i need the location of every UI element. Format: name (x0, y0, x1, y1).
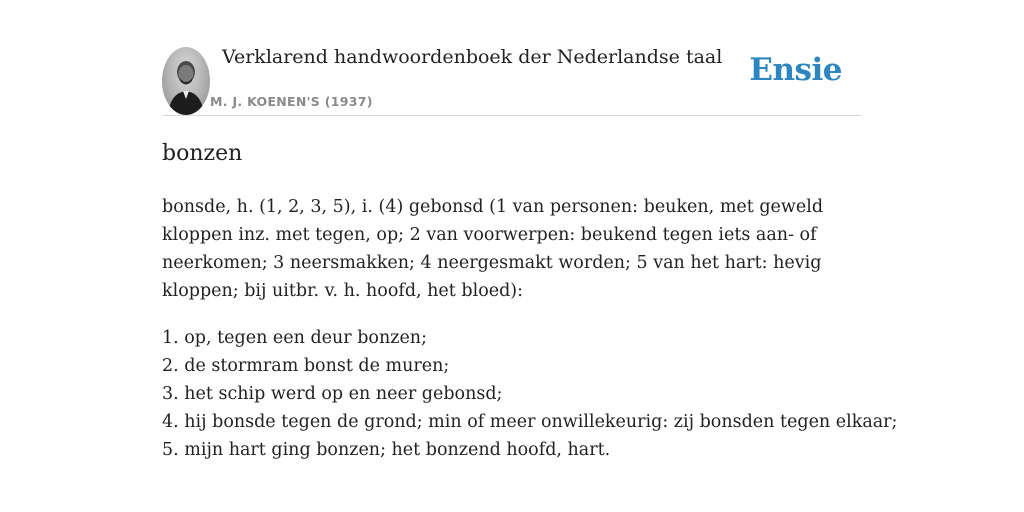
example-item: 3. het schip werd op en neer gebonsd; (162, 384, 503, 404)
entry-headword: bonzen (162, 141, 243, 166)
example-item: 2. de stormram bonst de muren; (162, 356, 450, 376)
example-list (162, 324, 898, 464)
entry-definition: bonsde, h. (1, 2, 3, 5), i. (4) gebonsd (1 van personen: beuken, met geweld kloppen inz. met tegen, op; 2 van voorwerpen: beukend tegen iets aan- of neerkomen; 3 neersmakken; 4 neergesmakt worden; 5 van het hart: hevig kloppen; bij uitbr. v. h. hoofd, het bloed): (162, 197, 824, 301)
author-portrait (162, 47, 210, 115)
dictionary-author: M. J. KOENEN'S (1937) (210, 94, 373, 109)
ensie-logo-link[interactable]: Ensie (749, 52, 842, 88)
header-divider (162, 115, 862, 116)
example-item: 5. mijn hart ging bonzen; het bonzend hoofd, hart. (162, 440, 611, 460)
example-item: 4. hij bonsde tegen de grond; min of meer onwillekeurig: zij bonsden tegen elkaar; (162, 412, 898, 432)
dictionary-title: Verklarend handwoordenboek der Nederlandse taal (222, 46, 723, 68)
example-item: 1. op, tegen een deur bonzen; (162, 328, 427, 348)
dictionary-header (162, 45, 862, 115)
